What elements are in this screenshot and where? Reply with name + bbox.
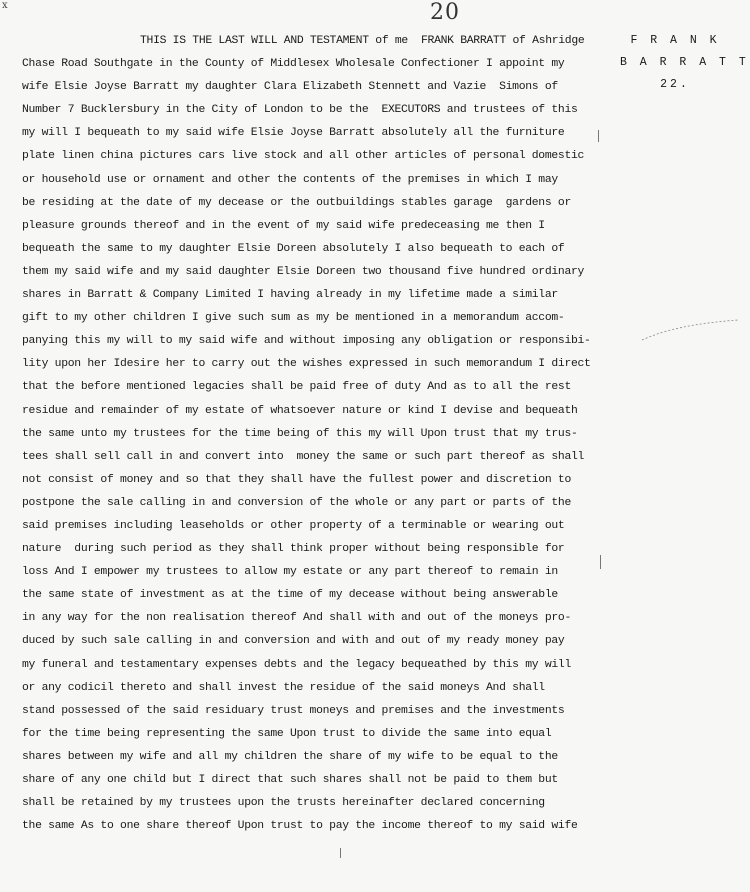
- text-line: be residing at the date of my decease or the outbuildings stables garage gardens or: [22, 196, 571, 209]
- text-line: or household use or ornament and other the contents of the premises in which I may: [22, 173, 558, 186]
- text-line: shall be retained by my trustees upon the trusts hereinafter declared concerning: [22, 797, 545, 810]
- text-line: that the before mentioned legacies shall be paid free of duty And as to all the rest: [22, 381, 571, 394]
- text-line: duced by such sale calling in and conversion and with and out of my ready money pay: [22, 635, 565, 648]
- text-line: not consist of money and so that they shall have the fullest power and discretion to: [22, 473, 571, 486]
- text-line: wife Elsie Joyse Barratt my daughter Clara Elizabeth Stennett and Vazie Simons of: [22, 81, 558, 94]
- text-line: or any codicil thereto and shall invest the residue of the said moneys And shall: [22, 681, 545, 694]
- text-line: lity upon her Idesire her to carry out the wishes expressed in such memorandum I direct: [22, 358, 591, 371]
- text-line: pleasure grounds thereof and in the event of my said wife predeceasing me then I: [22, 219, 545, 232]
- corner-mark: x: [2, 0, 8, 11]
- text-line: in any way for the non realisation thereof And shall with and out of the moneys pro-: [22, 612, 571, 625]
- text-line: residue and remainder of my estate of whatsoever nature or kind I devise and bequeath: [22, 404, 578, 417]
- text-line: shares in Barratt & Company Limited I having already in my lifetime made a similar: [22, 289, 558, 302]
- margin-tick: [598, 130, 599, 142]
- text-line: my will I bequeath to my said wife Elsie Joyse Barratt absolutely all the furniture: [22, 127, 565, 140]
- text-line: my funeral and testamentary expenses debts and the legacy bequeathed by this my will: [22, 658, 571, 671]
- text-line: shares between my wife and all my children the share of my wife to be equal to the: [22, 750, 558, 763]
- text-line: Chase Road Southgate in the County of Middlesex Wholesale Confectioner I appoint my: [22, 58, 565, 71]
- text-line: for the time being representing the same Upon trust to divide the same into equal: [22, 727, 552, 740]
- text-line: said premises including leaseholds or other property of a terminable or wearing out: [22, 519, 565, 532]
- text-line: them my said wife and my said daughter Elsie Doreen two thousand five hundred ordinary: [22, 265, 585, 278]
- text-line: gift to my other children I give such sum as my be mentioned in a memorandum accom-: [22, 312, 565, 325]
- text-line: panying this my will to my said wife and without imposing any obligation or responsibi-: [22, 335, 591, 348]
- margin-note-line: B A R R A T T: [620, 56, 749, 69]
- text-line: the same unto my trustees for the time being of this my will Upon trust that my trus-: [22, 427, 578, 440]
- text-line: tees shall sell call in and convert into money the same or such part thereof as shall: [22, 450, 585, 463]
- margin-tick: [340, 848, 341, 858]
- text-line: nature during such period as they shall think proper without being responsible for: [22, 543, 565, 556]
- text-line: loss And I empower my trustees to allow my estate or any part thereof to remain in: [22, 566, 558, 579]
- text-line: postpone the sale calling in and conversion of the whole or any part or parts of the: [22, 496, 571, 509]
- page-number: 20: [430, 0, 460, 25]
- text-line: bequeath the same to my daughter Elsie Doreen absolutely I also bequeath to each of: [22, 242, 565, 255]
- margin-note-line: 22.: [660, 78, 690, 91]
- margin-note: [620, 30, 749, 96]
- text-line: stand possessed of the said residuary trust moneys and premises and the investments: [22, 704, 565, 717]
- margin-note-line: F R A N K: [630, 34, 720, 47]
- text-line: the same state of investment as at the time of my decease without being answerable: [22, 589, 558, 602]
- text-line: plate linen china pictures cars live stock and all other articles of personal domestic: [22, 150, 585, 163]
- will-body-text: [22, 30, 622, 838]
- pencil-annotation: [640, 312, 740, 342]
- text-line: the same As to one share thereof Upon trust to pay the income thereof to my said wife: [22, 820, 578, 833]
- margin-tick: [600, 555, 601, 569]
- text-line: Number 7 Bucklersbury in the City of London to be the EXECUTORS and trustees of this: [22, 104, 578, 117]
- text-line: share of any one child but I direct that such shares shall not be paid to them but: [22, 774, 558, 786]
- text-line: THIS IS THE LAST WILL AND TESTAMENT of me FRANK BARRATT of Ashridge: [140, 35, 585, 47]
- pencil-stroke-icon: [640, 312, 740, 342]
